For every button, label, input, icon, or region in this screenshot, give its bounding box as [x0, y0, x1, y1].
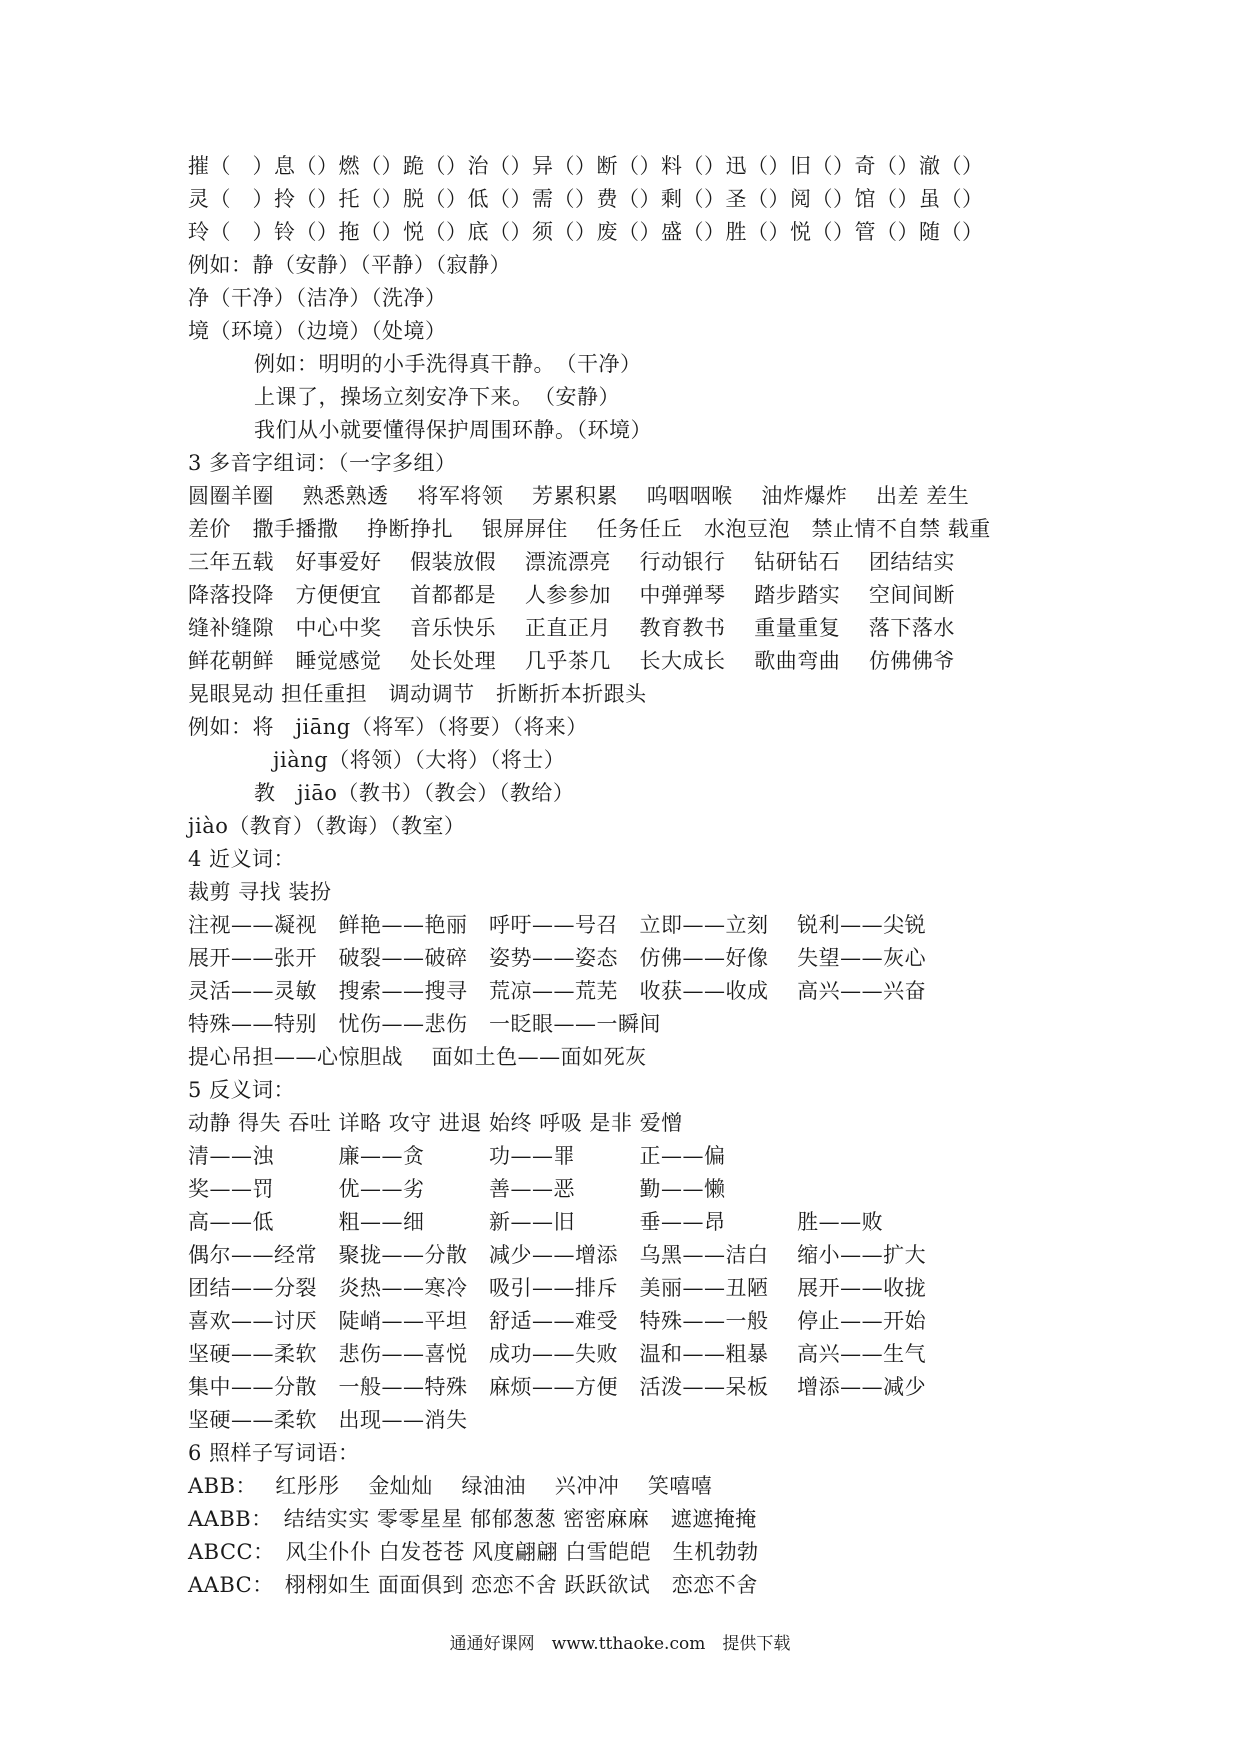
- word-row: 缝补缝隙 中心中奖 音乐快乐 正直正月 教育教书 重量重复 落下落水: [188, 616, 955, 640]
- antonym-row: 集中——分散 一般——特殊 麻烦——方便 活泼——呆板 增添——减少: [188, 1375, 927, 1399]
- pattern-row-aabb: AABB： 结结实实 零零星星 郁郁葱葱 密密麻麻 遮遮掩掩: [188, 1507, 757, 1531]
- antonym-row: 奖——罚 优——劣 善——恶 勤——懒: [188, 1177, 726, 1201]
- example-sentence: 我们从小就要懂得保护周围环静。（环境）: [254, 418, 652, 442]
- antonym-row: 偶尔——经常 聚拢——分散 减少——增添 乌黑——洁白 缩小——扩大: [188, 1243, 927, 1267]
- word-row: 动静 得失 吞吐 详略 攻守 进退 始终 呼吸 是非 爱憎: [188, 1111, 683, 1135]
- section-heading-3: 3 多音字组词：（一字多组）: [188, 451, 457, 475]
- section-heading-4: 4 近义词：: [188, 847, 296, 871]
- synonym-row: 特殊——特别 忧伤——悲伤 一眨眼——一瞬间: [188, 1012, 661, 1036]
- synonym-row: 灵活——灵敏 搜索——搜寻 荒凉——荒芜 收获——收成 高兴——兴奋: [188, 979, 927, 1003]
- char-fill-row-2: 灵（ ）拎（）托（）脱（）低（）需（）费（）剩（）圣（）阅（）馆（）虽（）: [188, 187, 984, 211]
- example-line: 教 jiāo（教书）（教会）（教给）: [254, 781, 575, 805]
- example-line: 境（环境）（边境）（处境）: [188, 319, 447, 343]
- example-sentence: 例如：明明的小手洗得真干静。 （干净）: [254, 352, 642, 376]
- word-row: 差价 撒手播撒 挣断挣扎 银屏屏住 任务任丘 水泡豆泡 禁止情不自禁 载重: [188, 517, 991, 541]
- example-line: 净（干净）（洁净）（洗净）: [188, 286, 447, 310]
- char-fill-row-3: 玲（ ）铃（）拖（）悦（）底（）须（）废（）盛（）胜（）悦（）管（）随（）: [188, 220, 984, 244]
- synonym-row: 注视——凝视 鲜艳——艳丽 呼吁——号召 立即——立刻 锐利——尖锐: [188, 913, 927, 937]
- word-row: 晃眼晃动 担任重担 调动调节 折断折本折跟头: [188, 682, 647, 706]
- char-fill-row-1: 摧（ ）息（）燃（）跪（）治（）异（）断（）料（）迅（）旧（）奇（）澈（）: [188, 154, 984, 178]
- word-row: 圆圈羊圈 熟悉熟透 将军将领 芳累积累 呜咽咽喉 油炸爆炸 出差 差生: [188, 484, 970, 508]
- section-heading-5: 5 反义词：: [188, 1078, 296, 1102]
- word-row: 降落投降 方便便宜 首都都是 人参参加 中弹弹琴 踏步踏实 空间间断: [188, 583, 955, 607]
- word-row: 裁剪 寻找 装扮: [188, 880, 332, 904]
- antonym-row: 喜欢——讨厌 陡峭——平坦 舒适——难受 特殊——一般 停止——开始: [188, 1309, 927, 1333]
- antonym-row: 高——低 粗——细 新——旧 垂——昂 胜——败: [188, 1210, 884, 1234]
- example-line: 例如：静（安静）（平静）（寂静）: [188, 253, 511, 277]
- example-line: jiàng（将领）（大将）（将士）: [273, 748, 566, 772]
- document-body: [188, 150, 1068, 1602]
- antonym-row: 团结——分裂 炎热——寒冷 吸引——排斥 美丽——丑陋 展开——收拢: [188, 1276, 927, 1300]
- antonym-row: 清——浊 廉——贪 功——罪 正——偏: [188, 1144, 726, 1168]
- word-row: 三年五载 好事爱好 假装放假 漂流漂亮 行动银行 钻研钻石 团结结实: [188, 550, 955, 574]
- antonym-row: 坚硬——柔软 悲伤——喜悦 成功——失败 温和——粗暴 高兴——生气: [188, 1342, 927, 1366]
- antonym-row: 坚硬——柔软 出现——消失: [188, 1408, 468, 1432]
- section-heading-6: 6 照样子写词语：: [188, 1441, 360, 1465]
- page-footer: 通通好课网 www.tthaoke.com 提供下载: [449, 1634, 791, 1654]
- pattern-row-aabc: AABC： 栩栩如生 面面俱到 恋恋不舍 跃跃欲试 恋恋不舍: [188, 1573, 758, 1597]
- word-row: 鲜花朝鲜 睡觉感觉 处长处理 几乎茶几 长大成长 歌曲弯曲 仿佛佛爷: [188, 649, 955, 673]
- example-line: jiào（教育）（教诲）（教室）: [188, 814, 466, 838]
- synonym-row: 提心吊担——心惊胆战 面如土色——面如死灰: [188, 1045, 647, 1069]
- example-sentence: 上课了，操场立刻安净下来。 （安静）: [254, 385, 620, 409]
- pattern-row-abb: ABB： 红彤彤 金灿灿 绿油油 兴冲冲 笑嘻嘻: [188, 1474, 713, 1498]
- synonym-row: 展开——张开 破裂——破碎 姿势——姿态 仿佛——好像 失望——灰心: [188, 946, 927, 970]
- example-line: 例如：将 jiāng（将军）（将要）（将来）: [188, 715, 588, 739]
- pattern-row-abcc: ABCC： 风尘仆仆 白发苍苍 风度翩翩 白雪皑皑 生机勃勃: [188, 1540, 759, 1564]
